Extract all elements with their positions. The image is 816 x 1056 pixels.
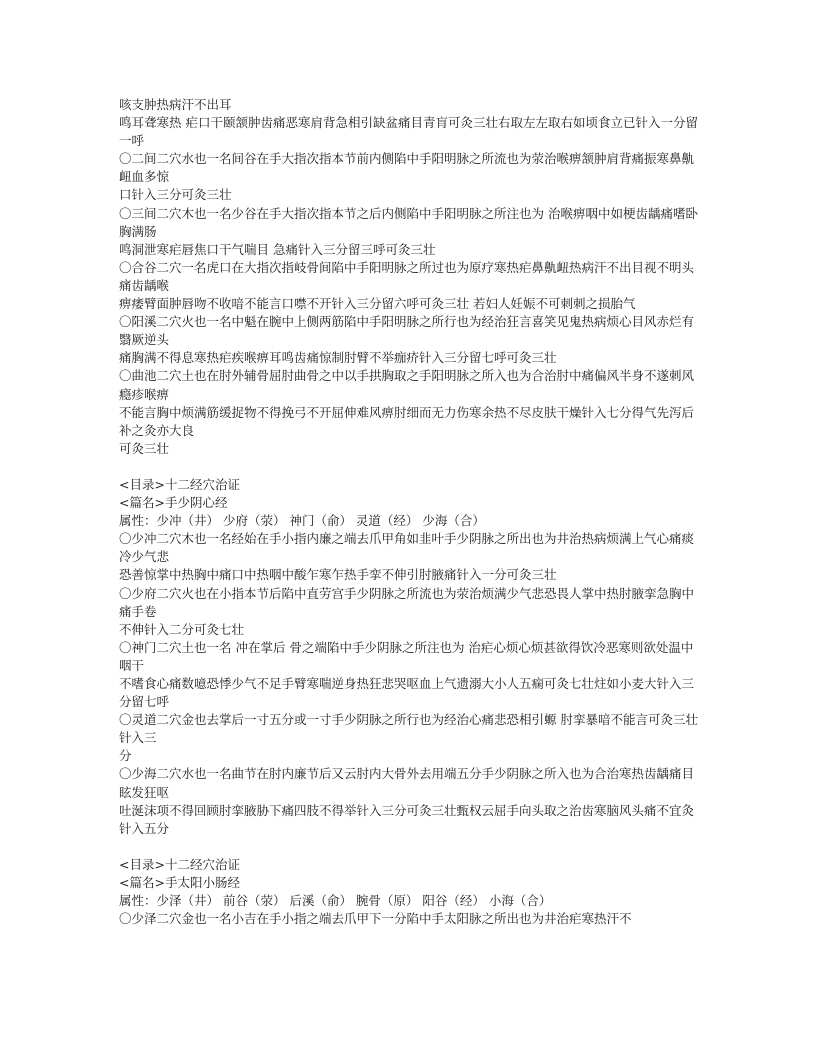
text-line: 咳支肿热病汗不出耳 — [119, 97, 232, 112]
text-line: 〇二间二穴水也一名间谷在手大指次指本节前内侧陷中手阳明脉之所流也为荥治喉痹颔肿肩背痛振寒鼻鼽衄血多惊 — [119, 151, 695, 185]
paragraph-gap — [119, 838, 699, 856]
text-line: 〇神门二穴土也一名 冲在掌后 骨之端陷中手少阴脉之所注也为 治疟心烦心烦甚欲得饮冷恶寒则欲处温中咽干 — [119, 639, 694, 673]
text-line: 〇曲池二穴土也在肘外辅骨屈肘曲骨之中以手拱胸取之手阳明脉之所入也为合治肘中痛偏风半身不遂刺风瘾疹喉痹 — [119, 368, 695, 402]
text-line: 口针入三分可灸三壮 — [119, 187, 232, 203]
text-line: <目录>十二经穴治证 — [119, 476, 240, 492]
text-line: 鸣耳聋寒热 疟口干颐颔肿齿痛恶寒肩背急相引缺盆痛目青肓可灸三壮右取左左取右如顷食立已针入一分留一呼 — [119, 115, 698, 149]
text-line: 〇少冲二穴木也一名经始在手小指内廉之端去爪甲角如韭叶手少阴脉之所出也为井治热病烦满上气心痛痰冷少气悲 — [119, 531, 695, 565]
text-line: 〇三间二穴木也一名少谷在手大指次指本节之后内侧陷中手阳明脉之所注也为 治喉痹咽中如梗齿龋痛嗜卧胸满肠 — [119, 205, 698, 239]
text-line: 〇阳溪二穴火也一名中魁在腕中上侧两筋陷中手阳明脉之所行也为经治狂言喜笑见鬼热病烦心目风赤烂有翳厥逆头 — [119, 314, 695, 348]
text-line: 痹痿臂面肿唇吻不收喑不能言口噤不开针入三分留六呼可灸三壮 若妇人妊娠不可刺刺之损胎气 — [119, 296, 636, 312]
text-line: 不伸针入二分可灸七壮 — [119, 621, 245, 637]
text-line: 〇少泽二穴金也一名小吉在手小指之端去爪甲下一分陷中手太阳脉之所出也为井治疟寒热汗不 — [119, 911, 632, 927]
text-line: <篇名>手太阳小肠经 — [119, 875, 240, 891]
text-line: <篇名>手少阴心经 — [119, 495, 228, 511]
text-line: 恐善惊掌中热胸中痛口中热咽中酸乍寒乍热手挛不伸引肘腋痛针入一分可灸三壮 — [119, 567, 557, 583]
text-line: 〇少海二穴水也一名曲节在肘内廉节后又云肘内大骨外去用端五分手少阴脉之所入也为合治寒热齿龋痛目眩发狂呕 — [119, 766, 695, 800]
text-line: <目录>十二经穴治证 — [119, 856, 240, 872]
paragraph-gap — [119, 458, 699, 476]
text-line: 痛胸满不得息寒热疟疾喉痹耳鸣齿痛惊制肘臂不举痂疥针入三分留七呼可灸三壮 — [119, 350, 557, 366]
text-line: 属性：少冲（井） 少府（荥） 神门（俞） 灵道（经） 少海（合） — [119, 513, 485, 529]
text-line: 不能言胸中烦满筋缓捉物不得挽弓不开屈伸难风痹肘细而无力伤寒余热不尽皮肤干燥针入七分得气先泻后补之灸亦大良 — [119, 404, 695, 438]
text-line: 鸣洞泄寒疟唇焦口干气喘目 急痛针入三分留三呼可灸三壮 — [119, 241, 436, 257]
text-line: 〇灵道二穴金也去掌后一寸五分或一寸手少阴脉之所行也为经治心痛悲恐相引螈 肘挛暴喑不能言可灸三壮针入三 — [119, 712, 698, 746]
text-line: 属性：少泽（井） 前谷（荥） 后溪（俞） 腕骨（原） 阳谷（经） 小海（合） — [119, 893, 552, 909]
text-line: 吐涎沫项不得回顾肘挛腋胁下痛四肢不得举针入三分可灸三壮甄权云屈手向头取之治齿寒脑风头痛不宜灸针入五分 — [119, 802, 695, 836]
text-line: 不嗜食心痛数噫恐悸少气不足手臂寒喘逆身热狂悲哭呕血上气遗溺大小人五痫可灸七壮炷如小麦大针入三分留七呼 — [119, 676, 695, 710]
text-line: 〇少府二穴火也在小指本节后陷中直劳宫手少阴脉之所流也为荥治烦满少气悲恐畏人掌中热肘腋挛急胸中痛手卷 — [119, 585, 695, 619]
document-body — [119, 96, 699, 928]
text-line: 分 — [119, 748, 132, 764]
text-line: 可灸三壮 — [119, 440, 170, 456]
text-line: 〇合谷二穴一名虎口在大指次指岐骨间陷中手阳明脉之所过也为原疗寒热疟鼻鼽衄热病汗不出目视不明头痛齿龋喉 — [119, 259, 695, 293]
